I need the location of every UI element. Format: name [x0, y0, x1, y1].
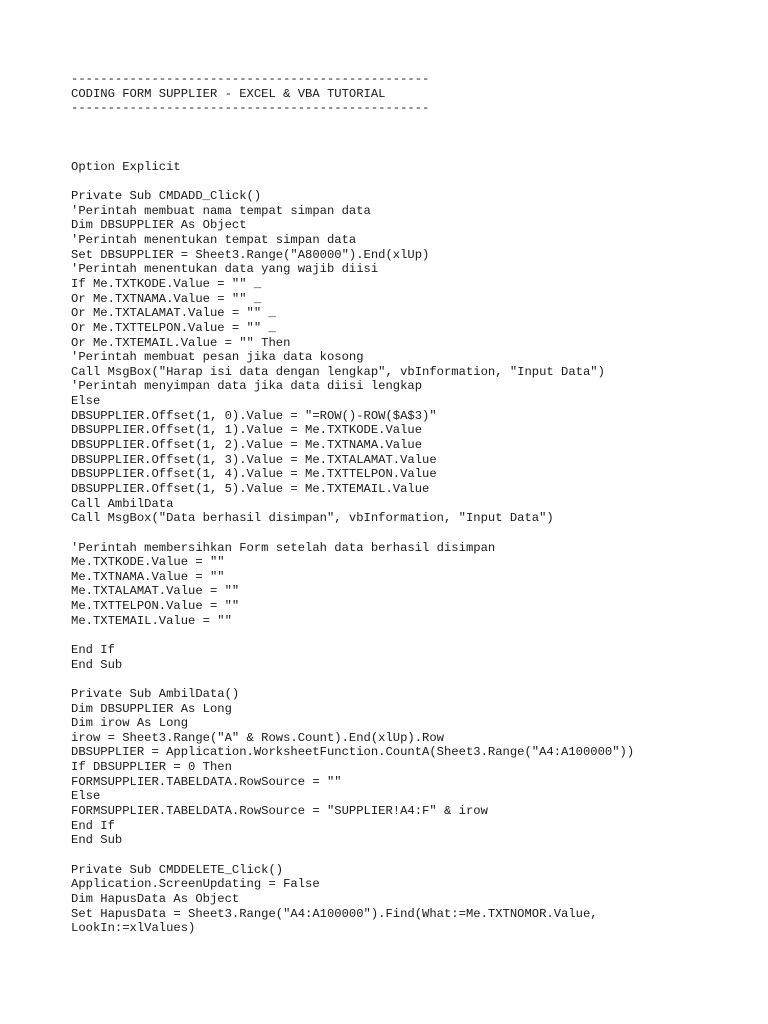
code-line: Private Sub CMDADD_Click() [71, 189, 262, 204]
code-line: Me.TXTTELPON.Value = "" [71, 599, 240, 614]
code-line: 'Perintah membersihkan Form setelah data berhasil disimpan [71, 540, 496, 555]
code-line [71, 145, 634, 160]
code-line: DBSUPPLIER.Offset(1, 2).Value = Me.TXTNAMA.Value [71, 438, 423, 453]
code-line: Dim irow As Long [71, 716, 189, 731]
code-line: Call AmbilData [71, 496, 174, 511]
code-line: DBSUPPLIER.Offset(1, 0).Value = "=ROW()-ROW($A$3)" [71, 408, 437, 423]
code-line: FORMSUPPLIER.TABELDATA.RowSource = "" [71, 774, 342, 789]
code-line: If DBSUPPLIER = 0 Then [71, 760, 232, 775]
code-line: Private Sub AmbilData() [71, 686, 240, 701]
code-line: Dim DBSUPPLIER As Long [71, 701, 232, 716]
code-line: FORMSUPPLIER.TABELDATA.RowSource = "SUPPLIER!A4:F" & irow [71, 804, 488, 819]
code-line: DBSUPPLIER.Offset(1, 1).Value = Me.TXTKODE.Value [71, 423, 423, 438]
code-line: End If [71, 642, 115, 657]
code-line: Or Me.TXTEMAIL.Value = "" Then [71, 335, 291, 350]
code-line: Me.TXTEMAIL.Value = "" [71, 613, 232, 628]
code-line: Call MsgBox("Data berhasil disimpan", vbInformation, "Input Data") [71, 511, 554, 526]
code-line: 'Perintah menyimpan data jika data diisi lengkap [71, 379, 423, 394]
code-line: irow = Sheet3.Range("A" & Rows.Count).End(xlUp).Row [71, 730, 444, 745]
code-line: Option Explicit [71, 159, 181, 174]
code-line: Dim DBSUPPLIER As Object [71, 218, 247, 233]
code-line: Or Me.TXTALAMAT.Value = "" _ [71, 306, 276, 321]
code-line: DBSUPPLIER.Offset(1, 4).Value = Me.TXTTELPON.Value [71, 467, 437, 482]
code-line [71, 526, 634, 541]
code-line: Or Me.TXTTELPON.Value = "" _ [71, 320, 276, 335]
code-line [71, 672, 634, 687]
code-listing [71, 72, 634, 936]
code-line: End Sub [71, 833, 123, 848]
code-line: Else [71, 394, 101, 409]
code-line: 'Perintah menentukan data yang wajib diisi [71, 262, 379, 277]
code-line: DBSUPPLIER.Offset(1, 5).Value = Me.TXTEMAIL.Value [71, 481, 430, 496]
code-line: ------------------------------------------------- [71, 72, 430, 86]
code-line: Application.ScreenUpdating = False [71, 877, 320, 892]
code-line: End If [71, 818, 115, 833]
code-line [71, 116, 634, 131]
code-line: DBSUPPLIER.Offset(1, 3).Value = Me.TXTALAMAT.Value [71, 452, 437, 467]
code-line: CODING FORM SUPPLIER - EXCEL & VBA TUTORIAL [71, 86, 386, 101]
code-line: 'Perintah membuat pesan jika data kosong [71, 350, 364, 365]
code-line: 'Perintah membuat nama tempat simpan data [71, 203, 371, 218]
code-line: End Sub [71, 657, 123, 672]
code-line: Me.TXTNAMA.Value = "" [71, 569, 225, 584]
code-line: ------------------------------------------------- [71, 101, 430, 116]
code-line: Me.TXTALAMAT.Value = "" [71, 584, 240, 599]
code-line: LookIn:=xlValues) [71, 921, 196, 936]
code-line: If Me.TXTKODE.Value = "" _ [71, 276, 262, 291]
code-line: Call MsgBox("Harap isi data dengan lengkap", vbInformation, "Input Data") [71, 364, 605, 379]
code-line [71, 848, 634, 863]
code-line: Dim HapusData As Object [71, 891, 240, 906]
code-line [71, 131, 634, 146]
code-line: Me.TXTKODE.Value = "" [71, 555, 225, 570]
code-line: Else [71, 789, 101, 804]
code-line: 'Perintah menentukan tempat simpan data [71, 233, 357, 248]
code-line: Set HapusData = Sheet3.Range("A4:A100000").Find(What:=Me.TXTNOMOR.Value, [71, 906, 598, 921]
code-line: Set DBSUPPLIER = Sheet3.Range("A80000").End(xlUp) [71, 247, 430, 262]
code-line [71, 174, 634, 189]
code-line: Or Me.TXTNAMA.Value = "" _ [71, 291, 262, 306]
code-line: Private Sub CMDDELETE_Click() [71, 862, 284, 877]
code-line [71, 628, 634, 643]
code-line: DBSUPPLIER = Application.WorksheetFunction.CountA(Sheet3.Range("A4:A100000")) [71, 745, 635, 760]
